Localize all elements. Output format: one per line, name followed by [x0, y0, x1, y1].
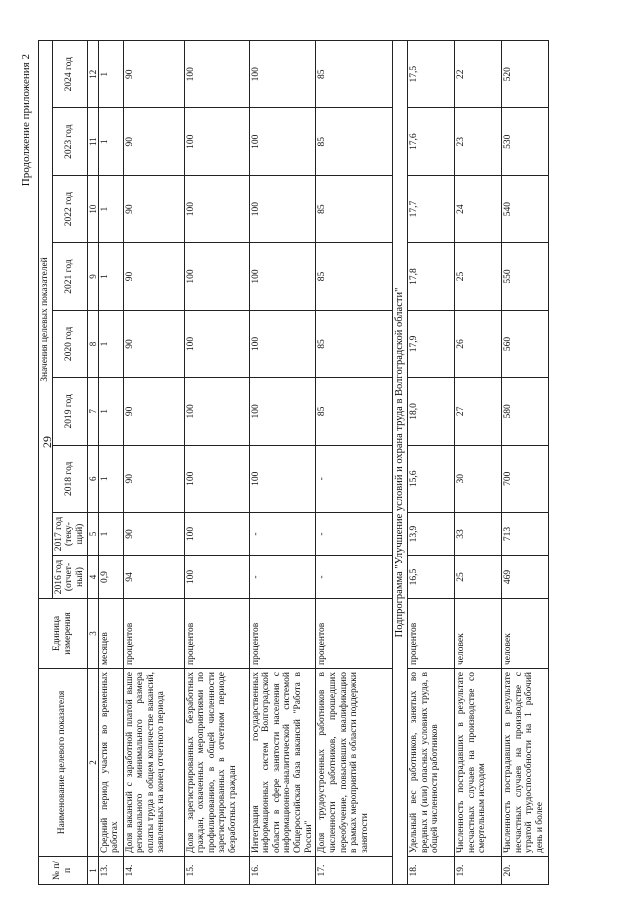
value-cell: 85	[316, 378, 393, 445]
row-number: 16.	[249, 857, 316, 885]
value-cell: 1	[98, 243, 123, 310]
value-cell: 90	[123, 108, 184, 175]
page-number: 29	[40, 436, 54, 448]
value-cell: 540	[502, 175, 549, 242]
value-cell: 1	[98, 513, 123, 556]
value-cell: 94	[123, 556, 184, 599]
column-index: 5	[87, 513, 98, 556]
unit-cell: процентов	[249, 599, 316, 669]
table-row	[98, 41, 123, 885]
value-cell: 15,6	[408, 445, 455, 512]
row-number: 17.	[316, 857, 393, 885]
indicator-name: Доля трудоустроенных работников в численности работников, прошедших переобучение, повысивших квалификацию в рамках мероприятий в области поддержки занятости	[316, 669, 393, 857]
value-cell: 26	[455, 310, 502, 377]
year-header: 2023 год	[52, 108, 87, 175]
col-name-header: Наименование целевого показателя	[39, 669, 88, 857]
indicator-name: Численность пострадавших в результате несчастных случаев на производстве со смертельным исходом	[455, 669, 502, 857]
indicator-name: Доля вакансий с заработной платой выше регионального минимального размера оплаты труда в общем количестве вакансий, заявленных на конец отчетного периода	[123, 669, 184, 857]
value-cell: 17,7	[408, 175, 455, 242]
value-cell: 17,5	[408, 41, 455, 108]
column-index: 10	[87, 175, 98, 242]
row-number: 19.	[455, 857, 502, 885]
unit-cell: процентов	[123, 599, 184, 669]
table-row	[249, 41, 316, 885]
indicator-name: Численность пострадавших в результате несчастных случаев на производстве с утратой трудоспособности на 1 рабочий день и более	[502, 669, 549, 857]
year-header: 2020 год	[52, 310, 87, 377]
column-index: 1	[87, 857, 98, 885]
value-cell: 23	[455, 108, 502, 175]
column-index-row	[87, 41, 98, 885]
value-cell: -	[249, 556, 316, 599]
column-index: 6	[87, 445, 98, 512]
value-cell: 713	[502, 513, 549, 556]
subprogram-title: Подпрограмма "Улучшение условий и охрана труда в Волгоградской области"	[393, 41, 408, 885]
value-cell: 1	[98, 175, 123, 242]
value-cell: 700	[502, 445, 549, 512]
unit-cell: процентов	[184, 599, 249, 669]
row-number: 20.	[502, 857, 549, 885]
value-cell: 100	[184, 556, 249, 599]
value-cell: 18,0	[408, 378, 455, 445]
year-header: 2021 год	[52, 243, 87, 310]
value-cell: 580	[502, 378, 549, 445]
year-header: 2016 год (отчет-ный)	[52, 556, 87, 599]
value-cell: 30	[455, 445, 502, 512]
value-cell: 100	[249, 243, 316, 310]
continuation-note: Продолжение приложения 2	[20, 54, 32, 187]
value-cell: -	[316, 556, 393, 599]
value-cell: -	[316, 513, 393, 556]
indicator-name: Удельный вес работников, занятых во вредных и (или) опасных условиях труда, в общей численности работников	[408, 669, 455, 857]
column-index: 3	[87, 599, 98, 669]
value-cell: 90	[123, 378, 184, 445]
value-cell: 100	[184, 243, 249, 310]
value-cell: 100	[249, 41, 316, 108]
value-cell: 1	[98, 41, 123, 108]
value-cell: 90	[123, 310, 184, 377]
value-cell: 530	[502, 108, 549, 175]
header-row	[39, 41, 53, 885]
indicator-name: Доля зарегистрированных безработных граждан, охваченных мероприятиями по профилированию, в общей численности зарегистрированных в отчетном периоде безработных граждан	[184, 669, 249, 857]
value-cell: 85	[316, 243, 393, 310]
indicator-name: Интеграция государственных информационных систем Волгоградской области в сфере занятости населения с информационно-аналитической системой Общероссийская база вакансий "Работа в России"	[249, 669, 316, 857]
subprogram-row	[393, 41, 408, 885]
values-group-header: Значения целевых показателей	[39, 41, 53, 599]
col-num-header: № п/п	[39, 857, 88, 885]
value-cell: 90	[123, 41, 184, 108]
row-number: 15.	[184, 857, 249, 885]
value-cell: 90	[123, 175, 184, 242]
value-cell: 90	[123, 513, 184, 556]
year-header: 2017 год (теку-щий)	[52, 513, 87, 556]
unit-cell: человек	[455, 599, 502, 669]
unit-cell: процентов	[408, 599, 455, 669]
row-number: 13.	[98, 857, 123, 885]
col-unit-header: Единица измерения	[39, 599, 88, 669]
value-cell: 25	[455, 556, 502, 599]
value-cell: 85	[316, 310, 393, 377]
year-header: 2018 год	[52, 445, 87, 512]
unit-cell: процентов	[316, 599, 393, 669]
row-number: 18.	[408, 857, 455, 885]
year-header: 2019 год	[52, 378, 87, 445]
value-cell: 560	[502, 310, 549, 377]
unit-cell: месяцев	[98, 599, 123, 669]
column-index: 12	[87, 41, 98, 108]
year-header: 2024 год	[52, 41, 87, 108]
value-cell: 100	[249, 108, 316, 175]
value-cell: 90	[123, 243, 184, 310]
value-cell: 100	[249, 445, 316, 512]
value-cell: 17,6	[408, 108, 455, 175]
value-cell: -	[316, 445, 393, 512]
column-index: 7	[87, 378, 98, 445]
value-cell: 17,9	[408, 310, 455, 377]
table-row	[123, 41, 184, 885]
target-indicators-table	[38, 40, 549, 885]
value-cell: 90	[123, 445, 184, 512]
value-cell: 1	[98, 108, 123, 175]
value-cell: 27	[455, 378, 502, 445]
table-row	[184, 41, 249, 885]
value-cell: 100	[249, 378, 316, 445]
value-cell: 22	[455, 41, 502, 108]
value-cell: 100	[249, 310, 316, 377]
table-row	[455, 41, 502, 885]
rotated-table-area	[20, 40, 625, 885]
value-cell: 100	[184, 175, 249, 242]
value-cell: 24	[455, 175, 502, 242]
table-row	[316, 41, 393, 885]
value-cell: 25	[455, 243, 502, 310]
value-cell: -	[249, 513, 316, 556]
value-cell: 85	[316, 175, 393, 242]
column-index: 4	[87, 556, 98, 599]
value-cell: 520	[502, 41, 549, 108]
value-cell: 0,9	[98, 556, 123, 599]
value-cell: 85	[316, 41, 393, 108]
value-cell: 100	[184, 513, 249, 556]
unit-cell: человек	[502, 599, 549, 669]
value-cell: 100	[184, 41, 249, 108]
year-header: 2022 год	[52, 175, 87, 242]
value-cell: 17,8	[408, 243, 455, 310]
table-row	[408, 41, 455, 885]
value-cell: 100	[184, 108, 249, 175]
value-cell: 100	[184, 310, 249, 377]
value-cell: 100	[184, 378, 249, 445]
table-row	[502, 41, 549, 885]
value-cell: 100	[184, 445, 249, 512]
value-cell: 16,5	[408, 556, 455, 599]
value-cell: 100	[249, 175, 316, 242]
value-cell: 13,9	[408, 513, 455, 556]
column-index: 2	[87, 669, 98, 857]
value-cell: 1	[98, 310, 123, 377]
column-index: 11	[87, 108, 98, 175]
column-index: 8	[87, 310, 98, 377]
value-cell: 85	[316, 108, 393, 175]
column-index: 9	[87, 243, 98, 310]
value-cell: 33	[455, 513, 502, 556]
indicator-name: Средний период участия во временных работах	[98, 669, 123, 857]
value-cell: 469	[502, 556, 549, 599]
value-cell: 550	[502, 243, 549, 310]
value-cell: 1	[98, 378, 123, 445]
row-number: 14.	[123, 857, 184, 885]
value-cell: 1	[98, 445, 123, 512]
